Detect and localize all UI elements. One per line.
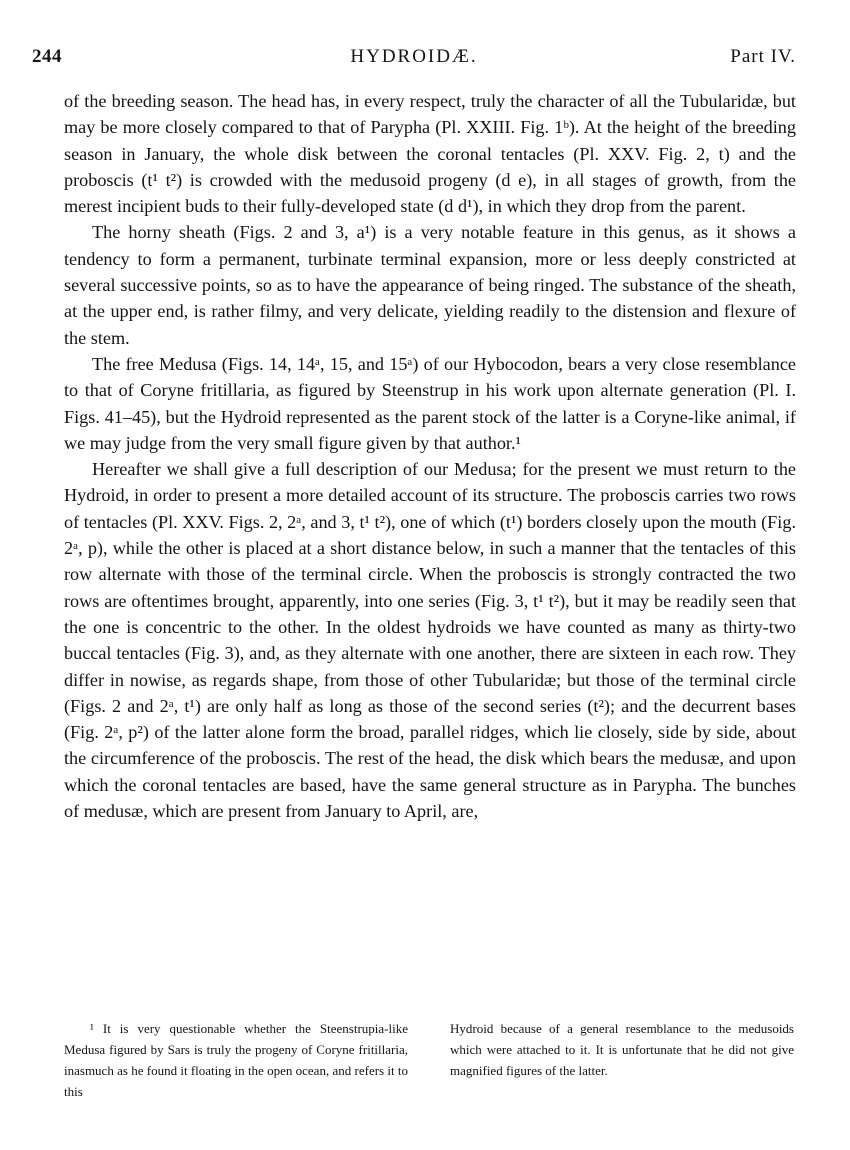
paragraph-4: Hereafter we shall give a full description of our Medusa; for the present we must return to the Hydroid, in order to present a more detailed account of its structure. The proboscis carries two rows of tentacles (Pl. XXV. Figs. 2, 2ᵃ, and 3, t¹ t²), one of which (t¹) borders closely upon the mouth (Fig. 2ᵃ, p), while the other is placed at a short distance below, in such a manner that the tentacles of this row alternate with those of the terminal circle. When the proboscis is strongly contracted the two rows are oftentimes brought, apparently, into one series (Fig. 3, t¹ t²), but it may be readily seen that the one is concentric to the other. In the oldest hydroids we have counted as many as thirty-two buccal tentacles (Fig. 3), and, as they alternate with one another, there are sixteen in each row. They differ in nowise, as regards shape, from those of other Tubularidæ; but those of the terminal circle (Figs. 2 and 2ᵃ, t¹) are only half as long as those of the second series (t²); and the decurrent bases (Fig. 2ᵃ, p²) of the latter alone form the broad, parallel ridges, which lie closely, side by side, about the circumference of the proboscis. The rest of the head, the disk which bears the medusæ, and upon which the coronal tentacles are based, have the same general structure as in Parypha. The bunches of medusæ, which are present from January to April, are, <box>64 459 796 822</box>
footnote-column-left <box>64 1018 408 1102</box>
footnote-text-left: ¹ It is very questionable whether the Steenstrupia-like Medusa figured by Sars is truly the progeny of Coryne fritillaria, inasmuch as he found it floating in the open ocean, and refers it to this <box>64 1021 408 1099</box>
running-header <box>32 46 796 76</box>
footnote-text-right: Hydroid because of a general resemblance to the medusoids which were attached to it. It is unfortunate that he did not give magnified figures of the latter. <box>450 1021 794 1078</box>
paragraph-3: The free Medusa (Figs. 14, 14ᵃ, 15, and 15ᵃ) of our Hybocodon, bears a very close resemblance to that of Coryne fritillaria, as figured by Steenstrup in his work upon alternate generation (Pl. I. Figs. 41–45), but the Hydroid represented as the parent stock of the latter is a Coryne-like animal, if we may judge from the very small figure given by that author.¹ <box>64 353 796 453</box>
paragraph-1: of the breeding season. The head has, in every respect, truly the character of all the Tubularidæ, but may be more closely compared to that of Parypha (Pl. XXIII. Fig. 1ᵇ). At the height of the breeding season in January, the whole disk between the coronal tentacles (Pl. XXV. Fig. 2, t) and the proboscis (t¹ t²) is crowded with the medusoid progeny (d e), in all stages of growth, from the merest incipient buds to their fully-developed state (d d¹), in which they drop from the parent. <box>64 91 796 217</box>
paragraph-2: The horny sheath (Figs. 2 and 3, a¹) is a very notable feature in this genus, as it shows a tendency to form a permanent, turbinate terminal expansion, more or less deeply constricted at several successive points, so as to have the appearance of being ringed. The substance of the sheath, at the upper end, is rather filmy, and very delicate, yielding readily to the distension and flexure of the stem. <box>64 222 796 348</box>
footnote-column-right <box>450 1018 794 1102</box>
main-text <box>64 88 796 824</box>
page-number: 244 <box>32 46 62 67</box>
running-title: HYDROIDÆ. <box>350 46 478 67</box>
footnote <box>64 1018 794 1102</box>
part-label: Part IV. <box>730 46 796 67</box>
